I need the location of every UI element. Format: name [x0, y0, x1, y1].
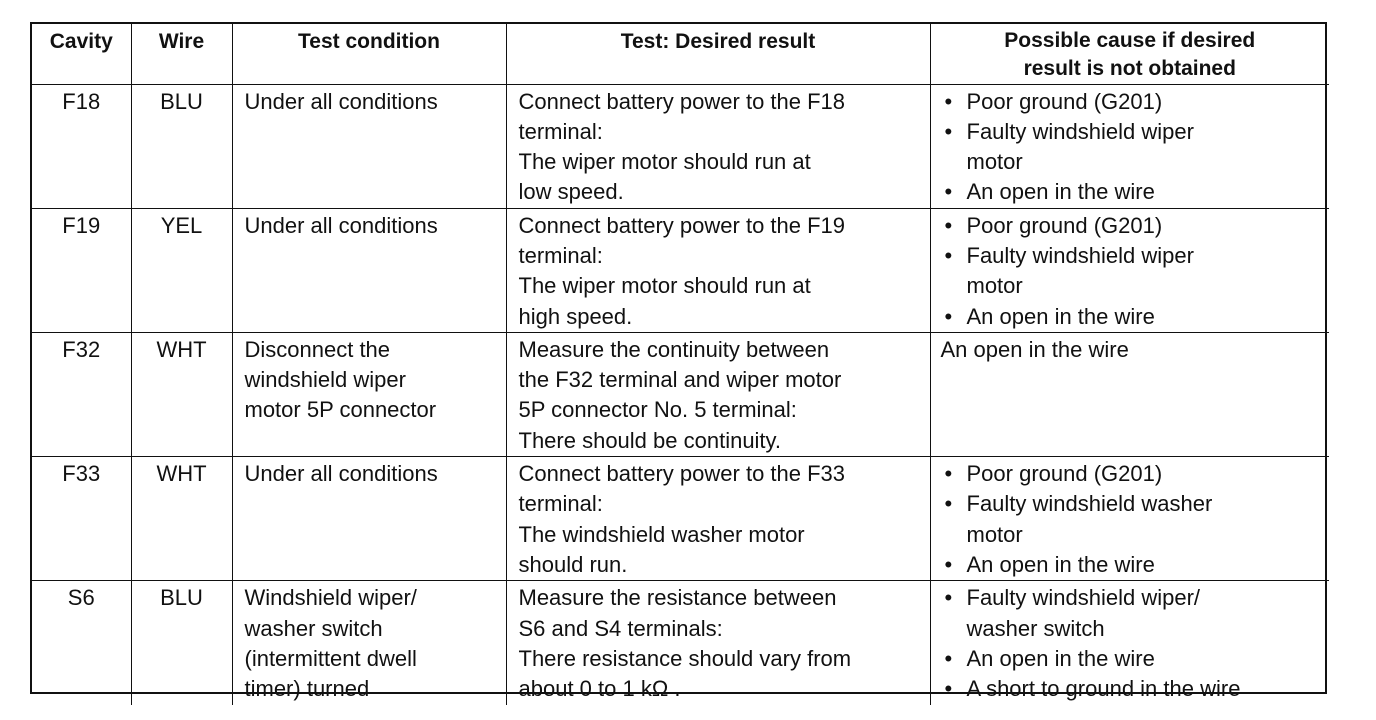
result-cell [506, 457, 930, 581]
table-row [32, 457, 1329, 581]
cause-item [941, 674, 1328, 704]
result-cell [506, 84, 930, 208]
result-line: Measure the continuity between [518, 336, 830, 362]
condition-cell [232, 457, 506, 581]
bullet-icon: • [944, 118, 953, 144]
condition-cell [232, 581, 506, 705]
result-line: 5P connector No. 5 terminal: [518, 397, 797, 423]
condition-line: washer switch [244, 615, 383, 641]
condition-cell [232, 332, 506, 456]
cause-item [941, 302, 1328, 332]
cause-item [941, 550, 1328, 580]
cause-item [941, 241, 1328, 302]
cavity-cell: S6 [32, 581, 131, 705]
wire-cell: WHT [131, 457, 232, 581]
bullet-icon: • [944, 585, 953, 611]
cause-cell [930, 332, 1329, 456]
result-line: terminal: [518, 491, 603, 517]
table-row [32, 84, 1329, 208]
result-line: high speed. [518, 303, 633, 329]
result-line: terminal: [518, 242, 603, 268]
condition-line: Under all conditions [244, 461, 438, 487]
condition-line: (intermittent dwell [244, 645, 417, 671]
cause-cell [930, 457, 1329, 581]
cause-item [941, 87, 1328, 117]
cause-item [941, 583, 1328, 644]
bullet-icon: • [944, 461, 953, 487]
bullet-icon: • [944, 645, 953, 671]
cause-line: washer switch [966, 615, 1105, 641]
cause-cell [930, 84, 1329, 208]
cause-cell [930, 581, 1329, 705]
wire-cell: BLU [131, 581, 232, 705]
result-line: There resistance should vary from [518, 645, 852, 671]
condition-line: motor 5P connector [244, 397, 437, 423]
result-line: The windshield washer motor [518, 521, 805, 547]
bullet-icon: • [944, 242, 953, 268]
result-line: The wiper motor should run at [518, 273, 811, 299]
condition-line: windshield wiper [244, 367, 406, 393]
cause-line: Faulty windshield wiper/ [966, 585, 1201, 611]
result-line: Connect battery power to the F19 [518, 212, 846, 238]
result-line: should run. [518, 551, 628, 577]
header-desired-result: Test: Desired result [506, 24, 930, 84]
cause-text: An open in the wire [940, 336, 1129, 362]
cavity-cell: F32 [32, 332, 131, 456]
cause-line: An open in the wire [966, 551, 1155, 577]
table-row [32, 581, 1329, 705]
bullet-icon: • [944, 88, 953, 114]
cavity-cell: F18 [32, 84, 131, 208]
condition-cell [232, 208, 506, 332]
wire-cell: WHT [131, 332, 232, 456]
result-cell [506, 208, 930, 332]
condition-line: Windshield wiper/ [244, 585, 417, 611]
cause-line: An open in the wire [966, 179, 1155, 205]
cause-list [941, 87, 1328, 208]
cause-item [941, 211, 1328, 241]
cause-line: An open in the wire [966, 303, 1155, 329]
header-row [32, 24, 1329, 84]
cause-line: A short to ground in the wire [966, 676, 1241, 702]
result-line: The wiper motor should run at [518, 149, 811, 175]
table-row [32, 332, 1329, 456]
wiring-test-table [32, 24, 1329, 705]
bullet-icon: • [944, 551, 953, 577]
cause-item [941, 644, 1328, 674]
cause-line: motor [966, 149, 1023, 175]
condition-cell [232, 84, 506, 208]
cause-line: Faulty windshield washer [966, 491, 1213, 517]
wiring-test-table-frame [30, 22, 1327, 702]
result-line: low speed. [518, 179, 624, 205]
bullet-icon: • [944, 303, 953, 329]
condition-line: Under all conditions [244, 212, 438, 238]
bullet-icon: • [944, 676, 953, 702]
cause-line: motor [966, 273, 1023, 299]
cause-line: An open in the wire [966, 645, 1155, 671]
result-line: Connect battery power to the F18 [518, 88, 846, 114]
header-wire: Wire [131, 24, 232, 84]
result-line: the F32 terminal and wiper motor [518, 367, 842, 393]
table-row [32, 208, 1329, 332]
result-line: There should be continuity. [518, 427, 782, 453]
result-line: S6 and S4 terminals: [518, 615, 723, 641]
result-cell [506, 332, 930, 456]
cause-item [941, 117, 1328, 178]
cause-item [941, 489, 1328, 550]
cavity-cell: F33 [32, 457, 131, 581]
header-possible-cause [930, 24, 1329, 84]
result-line: Measure the resistance between [518, 585, 837, 611]
cause-line: Poor ground (G201) [966, 212, 1163, 238]
cause-item [941, 177, 1328, 207]
cause-line: Faulty windshield wiper [966, 118, 1194, 144]
cavity-cell: F19 [32, 208, 131, 332]
cause-list [941, 459, 1328, 580]
wire-cell: YEL [131, 208, 232, 332]
result-cell [506, 581, 930, 705]
cause-line: Poor ground (G201) [966, 461, 1163, 487]
bullet-icon: • [944, 491, 953, 517]
header-possible-cause-line-1: Possible cause if desired [1004, 29, 1256, 52]
header-test-condition: Test condition [232, 24, 506, 84]
condition-line: Under all conditions [244, 88, 438, 114]
header-possible-cause-line-2: result is not obtained [1023, 57, 1236, 80]
cause-list [941, 583, 1328, 704]
condition-line: Disconnect the [244, 336, 391, 362]
cause-line: Faulty windshield wiper [966, 242, 1194, 268]
cause-line: Poor ground (G201) [966, 88, 1163, 114]
cause-line: motor [966, 521, 1023, 547]
cause-cell [930, 208, 1329, 332]
wire-cell: BLU [131, 84, 232, 208]
condition-line: timer) turned [244, 676, 370, 702]
result-line: Connect battery power to the F33 [518, 461, 846, 487]
bullet-icon: • [944, 212, 953, 238]
result-line: about 0 to 1 kΩ . [518, 676, 681, 702]
result-line: terminal: [518, 118, 603, 144]
bullet-icon: • [944, 179, 953, 205]
cause-item [941, 459, 1328, 489]
header-cavity: Cavity [32, 24, 131, 84]
cause-list [941, 211, 1328, 332]
